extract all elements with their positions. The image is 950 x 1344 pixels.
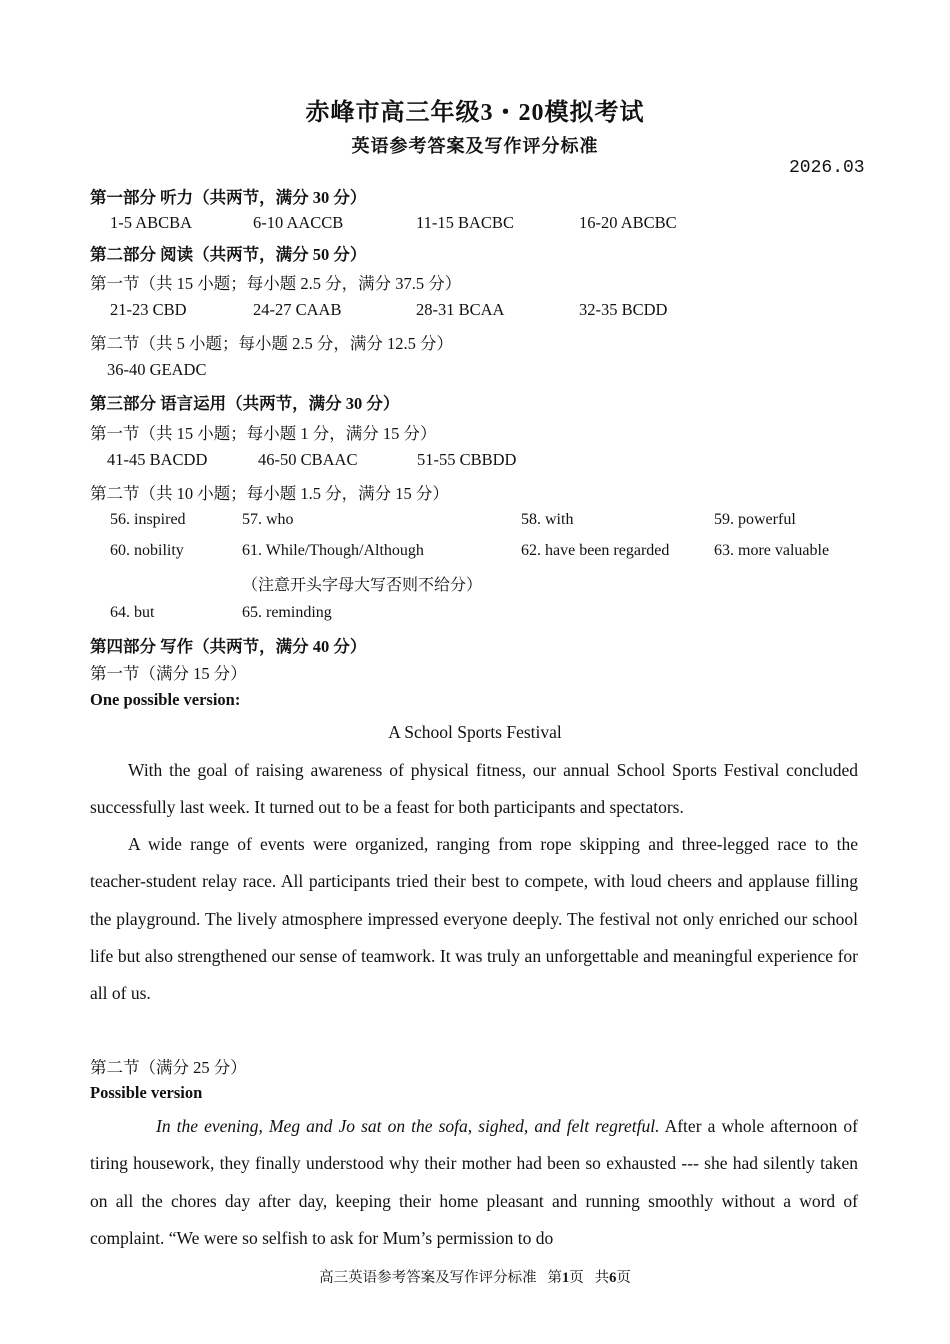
answer-item: 64. but xyxy=(110,604,155,621)
page-subtitle: 英语参考答案及写作评分标准 xyxy=(351,136,599,156)
answer-group: 41-45 BACDD xyxy=(107,450,208,469)
footer-page-prefix: 第 xyxy=(547,1270,562,1286)
version-label: Possible version xyxy=(90,1083,203,1102)
essay-title: A School Sports Festival xyxy=(388,722,562,742)
footer-total-suffix: 页 xyxy=(616,1270,631,1286)
continuation-text: After a whole afternoon of tiring housework, they finally understood why their mother had been so exhausted --- she had silently taken on all the chores day after day, keeping their home pleasant and running smoothly without a word of complaint. “We were so selfish to ask for Mum’s permission to do xyxy=(90,1116,858,1248)
answer-note: （注意开头字母大写否则不给分） xyxy=(242,577,483,594)
answer-item: 61. While/Though/Although xyxy=(242,542,424,559)
answer-group: 51-55 CBBDD xyxy=(417,450,517,469)
part2-section2-heading: 第二节（共 5 小题；每小题 2.5 分，满分 12.5 分） xyxy=(90,334,453,353)
answer-item: 63. more valuable xyxy=(714,542,830,559)
part4-heading: 第四部分 写作（共两节，满分 40 分） xyxy=(90,637,367,656)
part1-heading: 第一部分 听力（共两节，满分 30 分） xyxy=(90,188,367,207)
part3-section2-heading: 第二节（共 10 小题；每小题 1.5 分，满分 15 分） xyxy=(90,484,449,503)
answer-group: 21-23 CBD xyxy=(110,300,187,319)
answer-group: 28-31 BCAA xyxy=(416,300,505,319)
part3-section1-heading: 第一节（共 15 小题；每小题 1 分，满分 15 分） xyxy=(90,424,437,443)
answer-group: 36-40 GEADC xyxy=(107,360,207,379)
part2-heading: 第二部分 阅读（共两节，满分 50 分） xyxy=(90,245,367,264)
part4-section2-heading: 第二节（满分 25 分） xyxy=(90,1058,247,1077)
footer-page-suffix: 页 xyxy=(569,1270,584,1286)
opening-sentence: In the evening, Meg and Jo sat on the sofa, sighed, and felt regretful. xyxy=(156,1116,660,1136)
page-footer xyxy=(0,1266,950,1287)
essay-paragraph: A wide range of events were organized, ranging from rope skipping and three-legged race to the teacher-student relay race. All participants tried their best to compete, with loud cheers and applause filling the playground. The lively atmosphere impressed everyone deeply. The festival not only enriched our school life but also strengthened our sense of teamwork. It was truly an unforgettable and meaningful experience for all of us. xyxy=(90,834,858,1004)
version-label: One possible version: xyxy=(90,690,241,709)
answer-item: 57. who xyxy=(242,511,294,528)
answer-group: 24-27 CAAB xyxy=(253,300,342,319)
answer-item: 62. have been regarded xyxy=(521,542,670,559)
answer-group: 6-10 AACCB xyxy=(253,213,344,232)
answer-group: 32-35 BCDD xyxy=(579,300,668,319)
footer-total-pages: 6 xyxy=(609,1270,617,1286)
answer-group: 1-5 ABCBA xyxy=(110,213,193,232)
answer-group: 16-20 ABCBC xyxy=(579,213,677,232)
exam-date: 2026.03 xyxy=(789,158,865,178)
page-title: 赤峰市高三年级3・20模拟考试 xyxy=(305,100,645,126)
part2-section1-heading: 第一节（共 15 小题；每小题 2.5 分，满分 37.5 分） xyxy=(90,274,462,293)
answer-item: 58. with xyxy=(521,511,574,528)
answer-item: 59. powerful xyxy=(714,511,796,528)
essay-paragraph: With the goal of raising awareness of physical fitness, our annual School Sports Festival concluded successfully last week. It turned out to be a feast for both participants and spectators. xyxy=(90,760,858,818)
footer-total-prefix: 共 xyxy=(594,1270,610,1286)
answer-group: 46-50 CBAAC xyxy=(258,450,358,469)
continuation-paragraph xyxy=(90,1108,858,1257)
part4-section1-heading: 第一节（满分 15 分） xyxy=(90,664,247,683)
part3-heading: 第三部分 语言运用（共两节，满分 30 分） xyxy=(90,394,400,413)
answer-item: 56. inspired xyxy=(110,511,186,528)
footer-doc-title: 高三英语参考答案及写作评分标准 xyxy=(319,1270,537,1286)
answer-item: 65. reminding xyxy=(242,604,332,621)
answer-group: 11-15 BACBC xyxy=(416,213,514,232)
footer-page-number: 1 xyxy=(562,1270,570,1286)
answer-item: 60. nobility xyxy=(110,542,184,559)
